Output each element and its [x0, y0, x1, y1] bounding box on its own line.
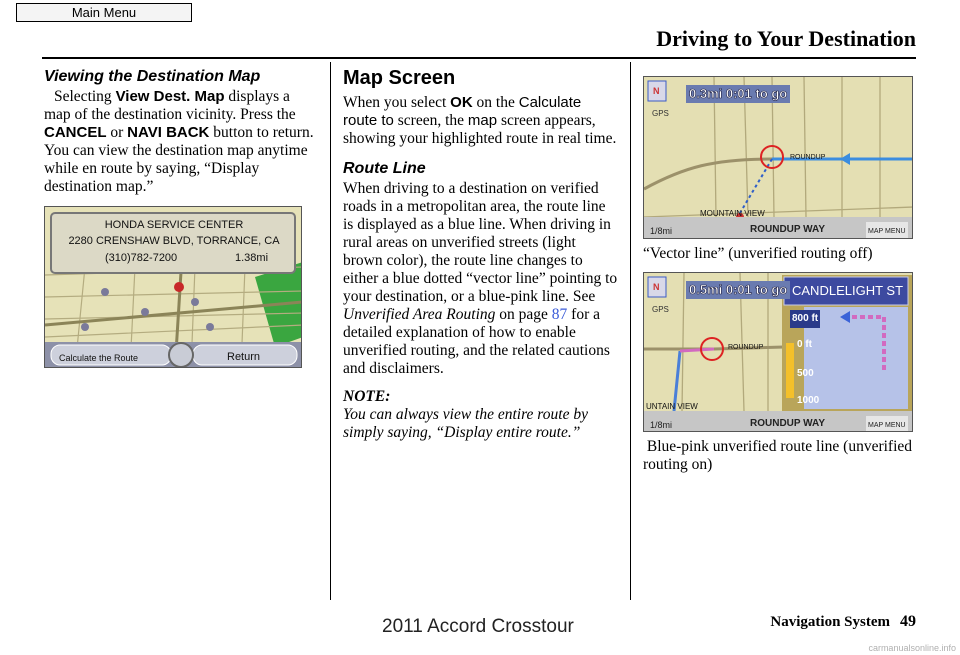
- column-divider-2: [630, 62, 631, 600]
- destination-phone: (310)782-7200: [105, 252, 178, 264]
- section-heading-map-screen: Map Screen: [343, 67, 456, 89]
- distance-to-turn: 800 ft: [790, 310, 820, 328]
- eta-display: 0.5mi 0:01 to go: [686, 281, 790, 299]
- map-menu-button[interactable]: MAP MENU: [866, 416, 908, 432]
- destination-address: 2280 CRENSHAW BLVD, TORRANCE, CA: [68, 235, 280, 247]
- vector-line-caption: “Vector line” (unverified routing off): [643, 245, 873, 262]
- street-label-roundup: ROUNDUP: [790, 154, 826, 161]
- section-heading-route-line: Route Line: [343, 160, 426, 177]
- return-button[interactable]: Return: [227, 351, 261, 363]
- footer-section-label: Navigation System: [770, 614, 890, 630]
- map-menu-button[interactable]: MAP MENU: [866, 222, 908, 239]
- street-label-roundup: ROUNDUP: [728, 344, 764, 351]
- column-destination-map: [44, 66, 320, 368]
- next-street-banner: CANDLELIGHT ST: [792, 283, 904, 298]
- gps-indicator: GPS: [652, 109, 669, 118]
- current-road: ROUNDUP WAY: [750, 224, 826, 235]
- route-line-paragraph: When driving to a destination on verified roads in a metropolitan area, the route line is displayed as a blue line. When driving in rural areas on unverified streets (light brown color), the route line changes to either a blue dotted “vector line” pointing to your destination, or a blue-pink line. See Unverified Area Routing on page 87 for a detailed explanation of how to enable unverified routing, and the related cautions and disclaimers.: [343, 180, 618, 377]
- distance-500: 500: [797, 368, 814, 379]
- blue-pink-line-screenshot: [643, 272, 913, 432]
- vector-line-screenshot: [643, 76, 913, 239]
- north-indicator[interactable]: N: [653, 86, 660, 96]
- calculate-route-button[interactable]: Calculate the Route: [59, 353, 139, 363]
- destination-map-screenshot: [44, 206, 302, 368]
- north-indicator[interactable]: N: [653, 282, 660, 292]
- page-footer-nav: [770, 613, 916, 631]
- column-divider-1: [330, 62, 331, 600]
- destination-distance: 1.38mi: [235, 252, 269, 264]
- section-heading-destination-map: Viewing the Destination Map: [44, 68, 261, 85]
- distance-1000: 1000: [797, 395, 820, 406]
- map-scale[interactable]: 1/8mi: [650, 420, 673, 430]
- eta-display: 0.3mi 0:01 to go: [686, 85, 790, 103]
- blue-pink-line-caption: Blue-pink unverified route line (unverified routing on): [643, 438, 916, 473]
- street-label-mountain-view: UNTAIN VIEW: [646, 402, 698, 411]
- page-87-link[interactable]: 87: [551, 306, 568, 323]
- map-scale[interactable]: 1/8mi: [650, 226, 673, 236]
- distance-0ft: 0 ft: [797, 339, 812, 350]
- column-map-screen: [343, 66, 619, 442]
- note-text: You can always view the entire route by simply saying, “Display entire route.”: [343, 406, 588, 441]
- gps-indicator: GPS: [652, 305, 669, 314]
- map-screen-paragraph: When you select OK on the Calculate route to screen, the map screen appears, showing your highlighted route in real time.: [343, 94, 617, 147]
- note-heading: NOTE:: [343, 388, 391, 405]
- watermark: carmanualsonline.info: [868, 643, 956, 653]
- column-screenshots: [643, 76, 918, 474]
- page-number: 49: [900, 613, 916, 630]
- footer-model-name: 2011 Accord Crosstour: [382, 616, 574, 637]
- destination-map-paragraph: Selecting View Dest. Map displays a map of the destination vicinity. Press the CANCEL or NAVI BACK button to return. You can view the destination map anytime while en route by saying, “Display destination map.”: [44, 88, 314, 195]
- current-road: ROUNDUP WAY: [750, 418, 826, 429]
- page-title: Driving to Your Destination: [656, 26, 916, 51]
- destination-name: HONDA SERVICE CENTER: [104, 219, 244, 231]
- header-divider: [42, 57, 916, 59]
- main-menu-button[interactable]: Main Menu: [16, 3, 192, 22]
- street-label-mountain-view: MOUNTAIN VIEW: [700, 209, 765, 218]
